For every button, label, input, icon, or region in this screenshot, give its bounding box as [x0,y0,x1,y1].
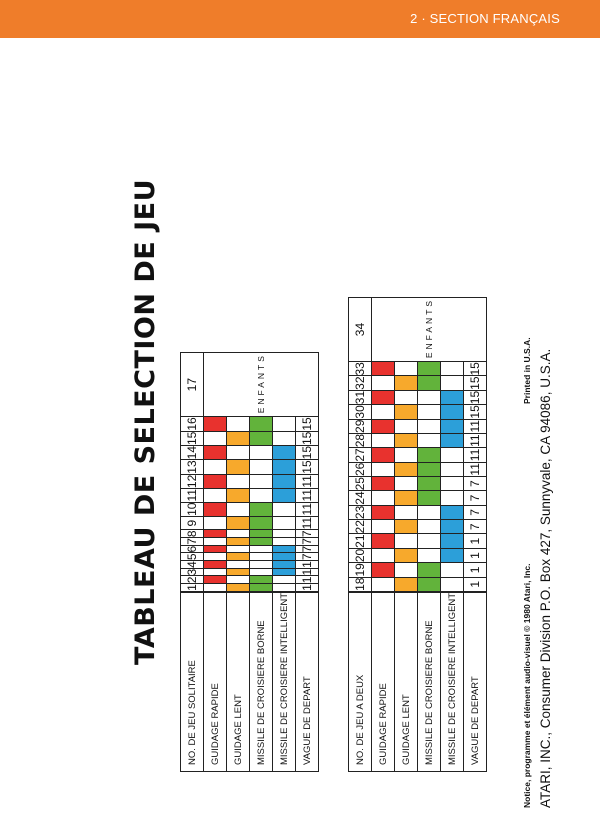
vague-value: 15 [296,417,319,431]
empty-cell [250,460,273,474]
gap-cell [418,591,441,592]
color-cell-blue [273,553,296,561]
vague-value: 11 [296,516,319,529]
empty-cell [372,491,395,505]
color-cell-orange [227,584,250,592]
row-label: VAGUE DE DEPART [296,592,319,771]
color-cell-green [250,417,273,431]
empty-cell [273,538,296,546]
empty-cell [204,460,227,474]
duo-table-wrap [348,297,487,772]
empty-cell [395,534,418,548]
gap-cell [227,591,250,592]
gap-cell [250,591,273,592]
empty-cell [395,448,418,462]
color-cell-green [250,584,273,592]
color-cell-orange [395,376,418,390]
empty-cell [227,545,250,553]
empty-cell [227,446,250,460]
vague-value: 1 [464,577,487,591]
color-cell-green [418,448,441,462]
empty-cell [204,538,227,546]
vague-value: 15 [464,376,487,390]
vague-value: 7 [464,520,487,534]
empty-cell [418,534,441,548]
game-number: 26 [349,462,372,476]
game-number: 30 [349,405,372,419]
vague-value: 1 [296,561,319,569]
empty-cell [395,477,418,491]
game-number: 22 [349,520,372,534]
empty-cell [204,553,227,561]
row-label: GUIDAGE RAPIDE [372,592,395,771]
empty-cell [273,502,296,516]
game-number: 8 [181,530,204,538]
atari-address: ATARI, INC., Consumer Division P.O. Box 427, Sunnyvale, CA 94086, U.S.A. [538,348,553,808]
color-cell-orange [395,405,418,419]
color-cell-orange [395,433,418,447]
color-cell-green [418,577,441,591]
gap-cell [181,591,204,592]
color-cell-red [204,417,227,431]
empty-cell [441,362,464,376]
color-cell-green [250,538,273,546]
game-number: 10 [181,502,204,516]
empty-cell [204,516,227,529]
gap-cell [395,591,418,592]
color-cell-blue [441,534,464,548]
empty-cell [273,576,296,584]
game-number: 31 [349,390,372,404]
color-cell-orange [227,516,250,529]
color-cell-orange [227,538,250,546]
color-cell-blue [273,446,296,460]
color-cell-blue [441,419,464,433]
game-number: 14 [181,446,204,460]
empty-cell [418,505,441,519]
empty-cell [250,561,273,569]
vague-value: 1 [464,534,487,548]
color-cell-red [372,419,395,433]
color-cell-green [418,477,441,491]
empty-cell [273,530,296,538]
game-number: 9 [181,516,204,529]
color-cell-red [204,576,227,584]
color-cell-green [250,431,273,445]
empty-cell [418,405,441,419]
row-label: GUIDAGE LENT [227,592,250,771]
color-cell-green [250,576,273,584]
vague-value: 7 [464,477,487,491]
table-row [418,297,441,771]
vague-value: 7 [464,505,487,519]
vague-value: 15 [296,431,319,445]
game-number: 28 [349,433,372,447]
gap-cell [464,591,487,592]
vague-value: 11 [464,433,487,447]
vague-value: 7 [296,530,319,538]
color-cell-green [418,362,441,376]
game-number: 15 [181,431,204,445]
empty-cell [250,474,273,488]
game-number: 3 [181,568,204,576]
empty-cell [372,376,395,390]
empty-cell [441,563,464,577]
row-label: NO. DE JEU A DEUX [349,592,372,771]
empty-cell [227,576,250,584]
empty-cell [250,568,273,576]
color-cell-orange [227,431,250,445]
empty-cell [372,520,395,534]
vague-value: 7 [296,553,319,561]
game-number: 2 [181,576,204,584]
empty-cell [441,477,464,491]
color-cell-blue [441,405,464,419]
game-number: 5 [181,553,204,561]
empty-cell [273,417,296,431]
empty-cell [395,563,418,577]
game-number: 13 [181,460,204,474]
vague-value: 1 [464,548,487,562]
game-number: 21 [349,534,372,548]
game-number: 20 [349,548,372,562]
color-cell-green [418,563,441,577]
color-cell-green [250,516,273,529]
empty-cell [441,491,464,505]
vague-value: 11 [464,448,487,462]
empty-cell [227,474,250,488]
empty-cell [372,405,395,419]
vague-value: 15 [464,362,487,376]
color-cell-red [372,477,395,491]
game-number: 16 [181,417,204,431]
row-label: MISSILE DE CROISIERE BORNE [418,592,441,771]
row-label: GUIDAGE LENT [395,592,418,771]
color-cell-orange [395,520,418,534]
color-cell-blue [273,545,296,553]
empty-cell [250,553,273,561]
vague-value: 1 [464,563,487,577]
empty-cell [418,520,441,534]
game-number: 1 [181,584,204,592]
page-title: TABLEAU DE SELECTION DE JEU [130,178,161,665]
row-label: NO. DE JEU SOLITAIRE [181,592,204,771]
color-cell-orange [395,491,418,505]
empty-cell [441,376,464,390]
game-number: 29 [349,419,372,433]
empty-cell [250,446,273,460]
vague-value: 7 [464,491,487,505]
vague-value: 11 [296,489,319,502]
color-cell-orange [395,462,418,476]
vague-value: 15 [296,446,319,460]
color-cell-blue [441,433,464,447]
empty-cell [372,433,395,447]
game-number: 33 [349,362,372,376]
color-cell-green [418,491,441,505]
vague-value: 11 [296,474,319,488]
printed-label: Printed in U.S.A. [522,337,532,404]
color-cell-red [372,534,395,548]
game-number: 7 [181,538,204,546]
empty-cell [227,417,250,431]
empty-cell [418,390,441,404]
color-cell-red [372,362,395,376]
color-cell-orange [227,553,250,561]
vague-value: 11 [464,462,487,476]
table-row [395,297,418,771]
vague-value: 15 [296,460,319,474]
color-cell-orange [227,460,250,474]
color-cell-blue [273,561,296,569]
empty-cell [441,462,464,476]
vague-value: 11 [296,502,319,516]
game-number: 23 [349,505,372,519]
vague-value: 15 [464,390,487,404]
gap-cell [296,591,319,592]
color-cell-red [204,474,227,488]
empty-cell [273,516,296,529]
empty-cell [395,390,418,404]
game-number: 34 [349,297,372,361]
table-row [441,297,464,771]
color-cell-blue [441,390,464,404]
empty-cell [273,584,296,592]
color-cell-red [372,390,395,404]
empty-cell [204,489,227,502]
enfants-label: ENFANTS [372,297,487,361]
color-cell-orange [395,548,418,562]
vague-value: 1 [296,576,319,584]
color-cell-red [204,545,227,553]
color-cell-red [372,505,395,519]
gap-cell [349,591,372,592]
empty-cell [250,489,273,502]
color-cell-blue [273,474,296,488]
row-label: MISSILE DE CROISIERE INTELLIGENT [273,592,296,771]
color-cell-red [204,530,227,538]
color-cell-blue [441,520,464,534]
color-cell-red [204,502,227,516]
section-label: 2 · SECTION FRANÇAIS [410,11,560,26]
game-number: 25 [349,477,372,491]
color-cell-green [418,462,441,476]
color-cell-blue [273,460,296,474]
empty-cell [273,431,296,445]
table-row [204,353,227,772]
game-number: 32 [349,376,372,390]
empty-cell [372,548,395,562]
empty-cell [395,419,418,433]
duo-game-table [348,297,487,772]
empty-cell [372,577,395,591]
table-row [349,297,372,771]
row-label: MISSILE DE CROISIERE INTELLIGENT [441,592,464,771]
vague-value: 7 [296,538,319,546]
gap-cell [372,591,395,592]
row-label: GUIDAGE RAPIDE [204,592,227,771]
empty-cell [441,448,464,462]
empty-cell [395,505,418,519]
game-number: 19 [349,563,372,577]
color-cell-blue [441,505,464,519]
game-number: 12 [181,474,204,488]
solo-table-wrap [180,352,319,772]
vague-value: 15 [464,405,487,419]
enfants-label: ENFANTS [204,353,319,417]
color-cell-red [372,563,395,577]
empty-cell [204,431,227,445]
table-row [372,297,395,771]
color-cell-orange [395,577,418,591]
game-number: 18 [349,577,372,591]
vague-value: 1 [296,568,319,576]
game-number: 27 [349,448,372,462]
game-number: 4 [181,561,204,569]
solo-game-table [180,352,319,772]
color-cell-green [250,530,273,538]
empty-cell [418,419,441,433]
color-cell-green [250,502,273,516]
vague-value: 1 [296,584,319,592]
empty-cell [204,568,227,576]
game-number: 17 [181,353,204,417]
table-row [181,353,204,772]
vague-value: 11 [464,419,487,433]
gap-cell [204,591,227,592]
color-cell-orange [227,568,250,576]
color-cell-orange [227,489,250,502]
empty-cell [418,548,441,562]
row-label: VAGUE DE DEPART [464,592,487,771]
empty-cell [395,362,418,376]
vague-value: 7 [296,545,319,553]
row-label: MISSILE DE CROISIERE BORNE [250,592,273,771]
color-cell-red [372,448,395,462]
empty-cell [418,433,441,447]
color-cell-blue [273,489,296,502]
game-number: 24 [349,491,372,505]
empty-cell [441,577,464,591]
empty-cell [227,530,250,538]
color-cell-green [418,376,441,390]
empty-cell [372,462,395,476]
color-cell-red [204,446,227,460]
color-cell-blue [273,568,296,576]
empty-cell [250,545,273,553]
table-row [464,297,487,771]
game-number: 6 [181,545,204,553]
empty-cell [227,502,250,516]
color-cell-blue [441,548,464,562]
game-number: 11 [181,489,204,502]
copyright-notice: Notice, programme et élément audio-visuel © 1980 Atari, Inc. [522,563,532,808]
empty-cell [204,584,227,592]
empty-cell [227,561,250,569]
color-cell-red [204,561,227,569]
